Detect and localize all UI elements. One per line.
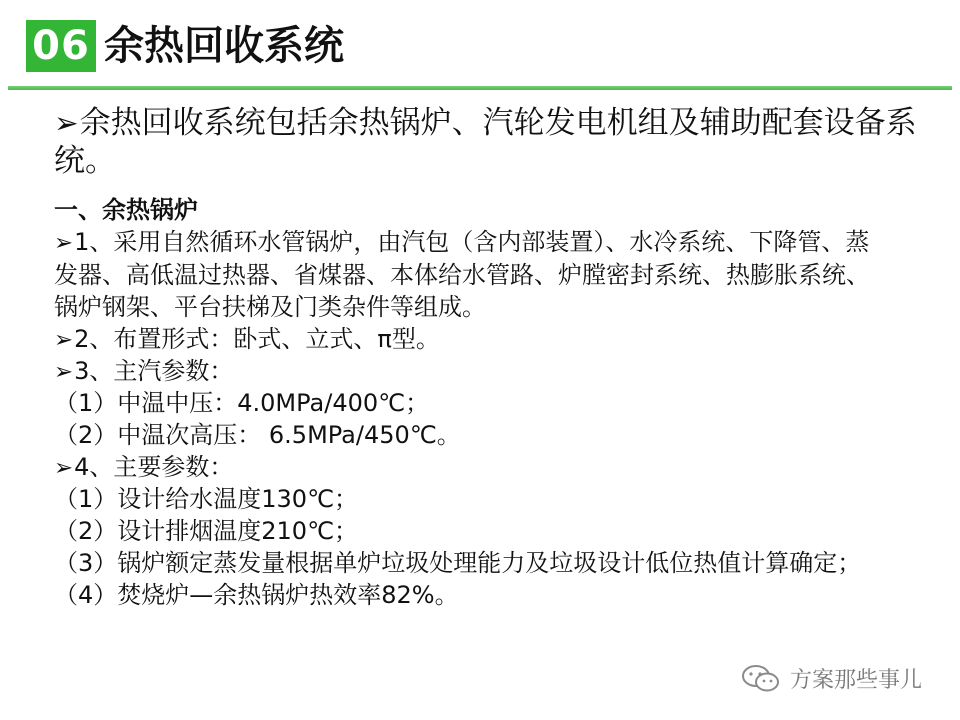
list-item-text: （3）锅炉额定蒸发量根据单炉垃圾处理能力及垃圾设计低位热值计算确定；	[54, 549, 862, 577]
list-item	[54, 547, 864, 579]
list-item	[54, 483, 914, 515]
section-number-badge: 06	[26, 20, 96, 72]
section-heading: 一、余热锅炉	[54, 196, 198, 224]
list-item	[54, 579, 914, 611]
watermark-text: 方案那些事儿	[790, 667, 923, 693]
arrow-bullet-icon: ➢	[54, 230, 74, 256]
arrow-bullet-icon: ➢	[54, 359, 74, 385]
list-item-text: 2、布置形式：卧式、立式、π型。	[74, 325, 440, 353]
list-item-text: 4、主要参数：	[74, 453, 234, 481]
list-item	[54, 226, 874, 323]
arrow-bullet-icon: ➢	[54, 455, 74, 481]
list-item	[54, 355, 914, 387]
section-content	[54, 194, 914, 611]
arrow-bullet-icon: ➢	[54, 327, 74, 353]
list-item-text: （2）中温次高压： 6.5MPa/450℃。	[54, 421, 461, 449]
list-item	[54, 387, 914, 419]
list-item-text: （1）中温中压：4.0MPa/400℃；	[54, 389, 430, 417]
list-item-text: （2）设计排烟温度210℃；	[54, 517, 359, 545]
list-item-text: （4）焚烧炉—余热锅炉热效率82%。	[54, 581, 459, 609]
intro-paragraph	[54, 104, 934, 180]
title-divider	[8, 86, 952, 90]
wechat-icon	[740, 663, 782, 693]
list-item-text: （1）设计给水温度130℃；	[54, 485, 359, 513]
list-item-text: 3、主汽参数：	[74, 357, 234, 385]
list-item	[54, 419, 914, 451]
intro-text: 余热回收系统包括余热锅炉、汽轮发电机组及辅助配套设备系统。	[54, 105, 917, 179]
list-item-text: 1、采用自然循环水管锅炉，由汽包（含内部装置）、水冷系统、下降管、蒸发器、高低温过热器、省煤器、本体给水管路、炉膛密封系统、热膨胀系统、锅炉钢架、平台扶梯及门类杂件等组成。	[54, 228, 870, 321]
page-title: 余热回收系统	[104, 23, 344, 69]
list-item	[54, 323, 914, 355]
list-item	[54, 451, 914, 483]
list-item	[54, 515, 914, 547]
arrow-bullet-icon: ➢	[54, 106, 79, 140]
watermark	[740, 660, 922, 696]
